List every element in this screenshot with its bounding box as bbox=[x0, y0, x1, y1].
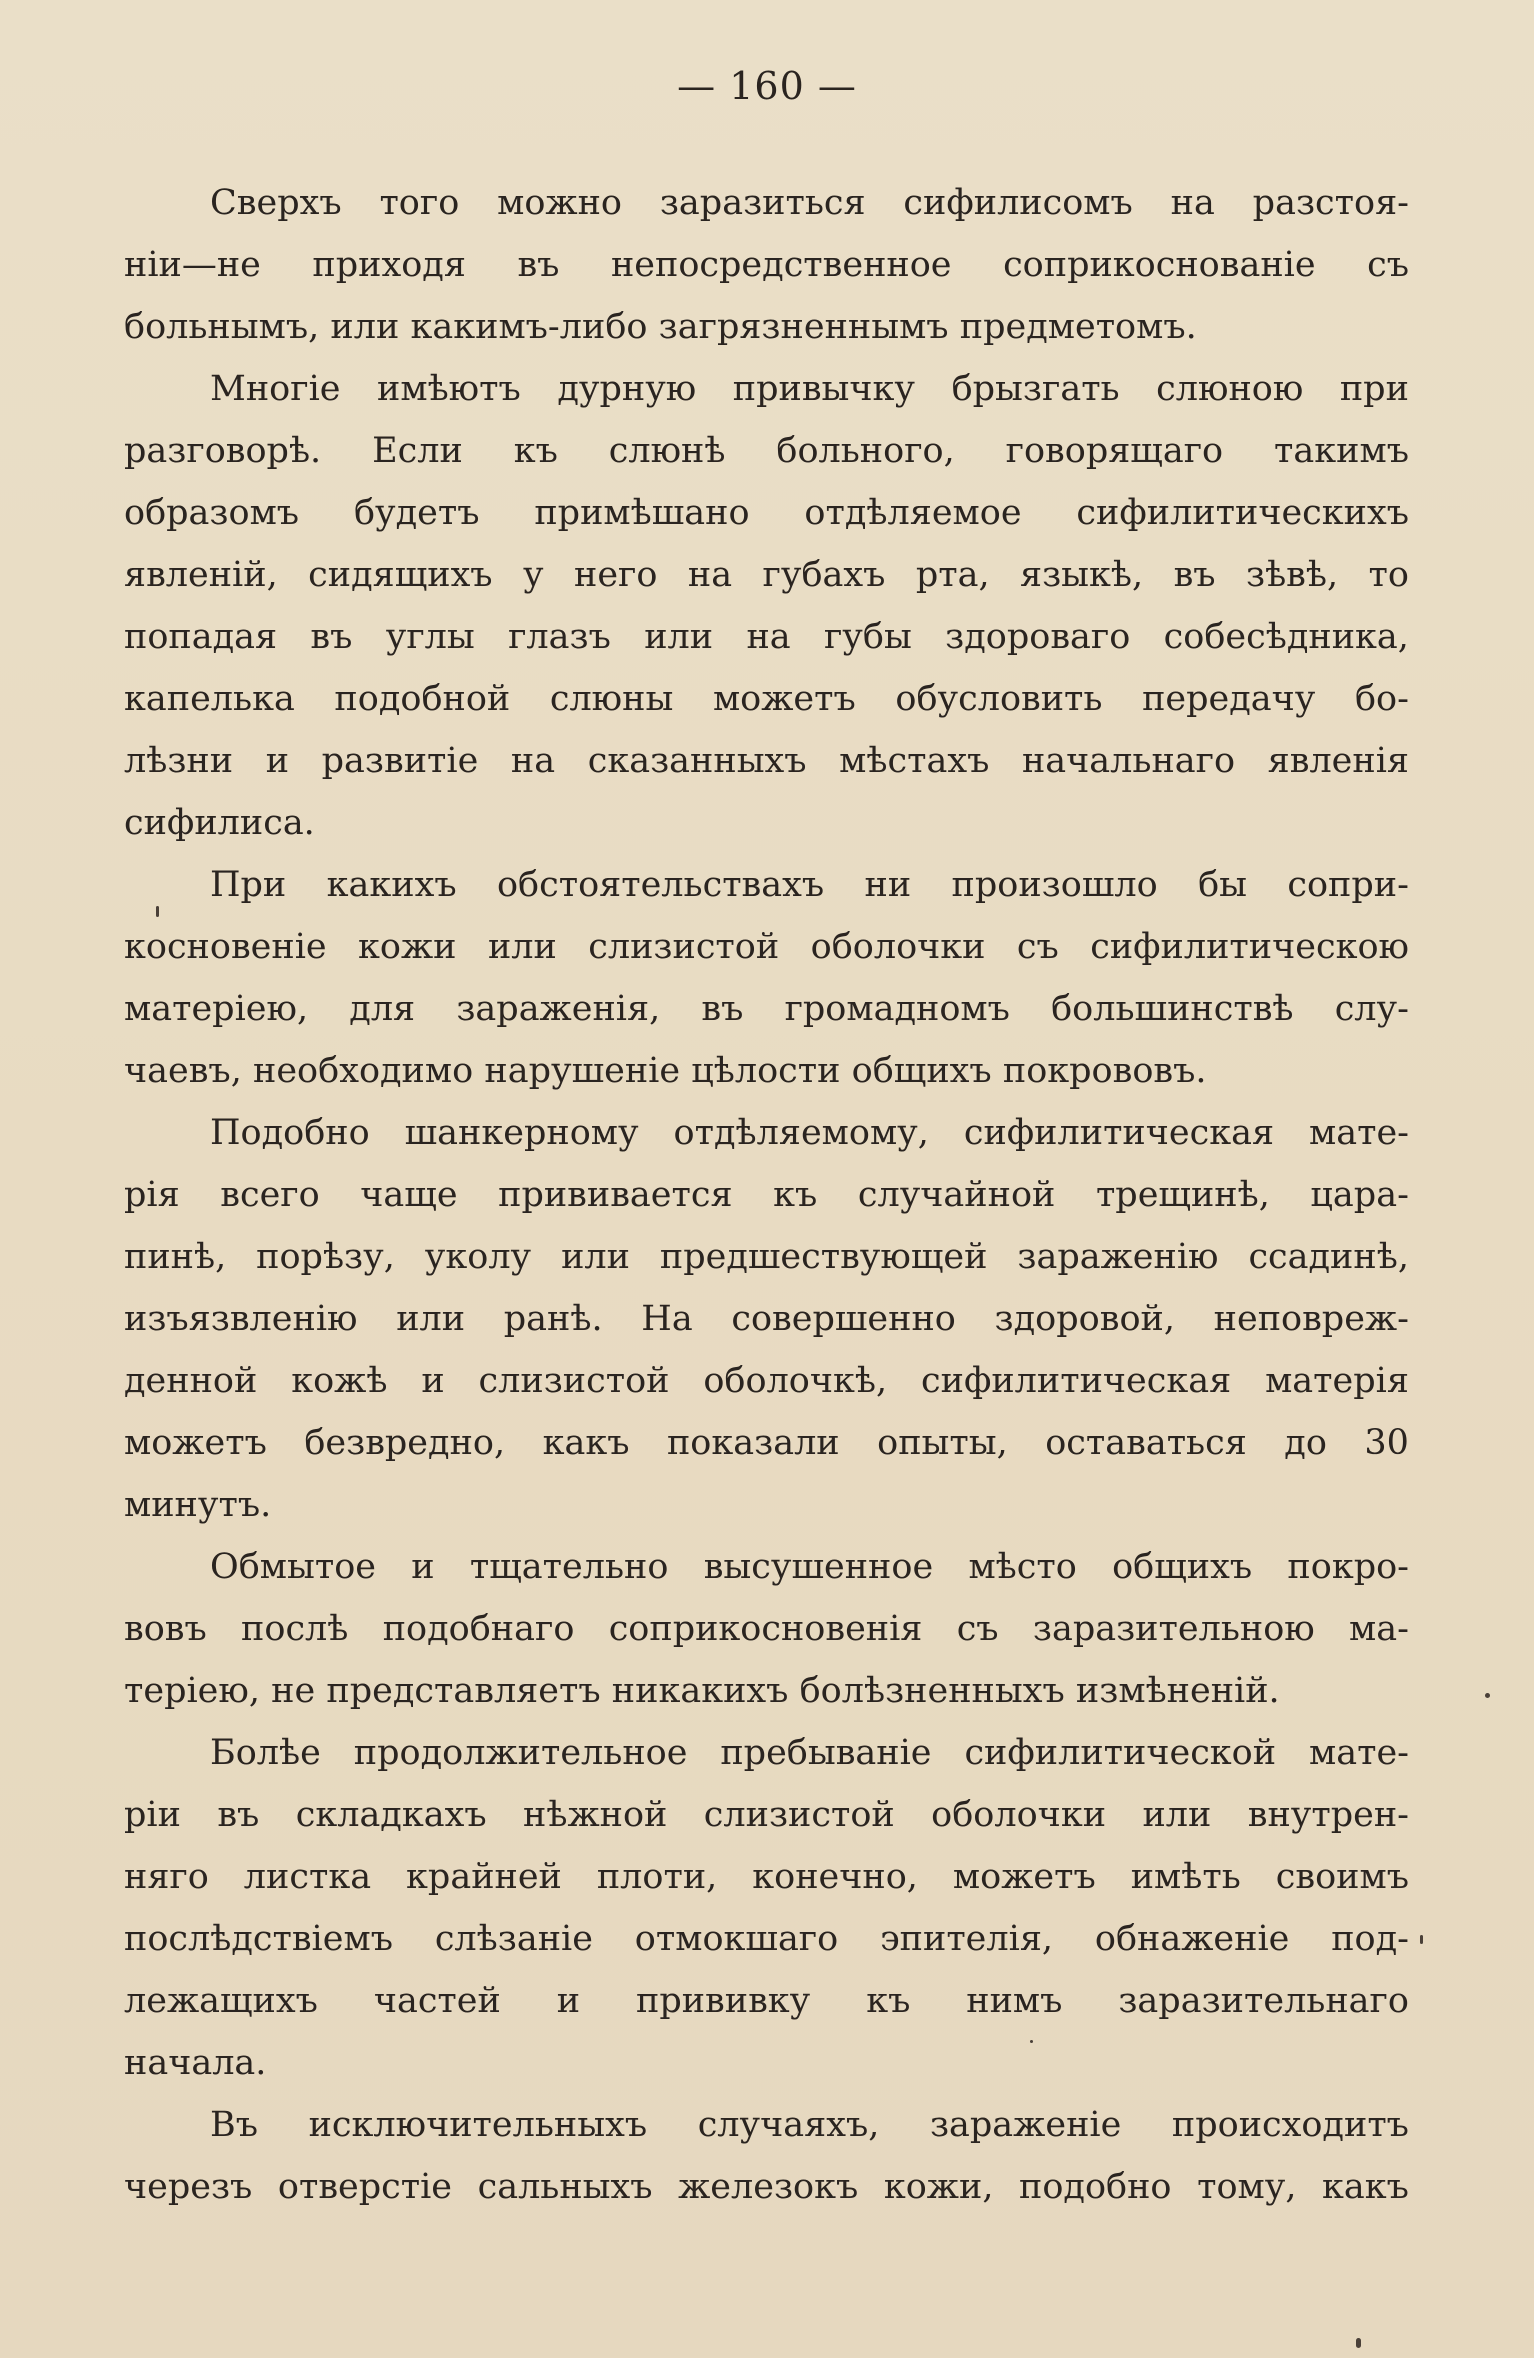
text-line bbox=[124, 234, 1409, 296]
word: можно bbox=[497, 183, 623, 223]
word: съ bbox=[956, 1609, 999, 1649]
text-line bbox=[124, 358, 1409, 420]
word: здоровой, bbox=[994, 1299, 1175, 1339]
word: подобнаго bbox=[382, 1609, 575, 1649]
word: сифилитическихъ bbox=[1076, 493, 1409, 533]
word: губахъ bbox=[762, 555, 886, 595]
word: подобно bbox=[1019, 2167, 1172, 2207]
word: приходя bbox=[312, 245, 466, 285]
word: происходитъ bbox=[1171, 2105, 1409, 2145]
word: нимъ bbox=[966, 1981, 1063, 2021]
word: глазъ bbox=[508, 617, 611, 657]
word: оболочки bbox=[810, 927, 986, 967]
word: совершенно bbox=[731, 1299, 956, 1339]
word: денной bbox=[124, 1361, 258, 1401]
word: минутъ. bbox=[124, 1485, 272, 1525]
word: будетъ bbox=[353, 493, 480, 533]
word: можетъ bbox=[712, 679, 856, 719]
scan-speck bbox=[1420, 1935, 1423, 1944]
word: предшествующей bbox=[659, 1237, 988, 1277]
word: кожѣ bbox=[291, 1361, 388, 1401]
text-line bbox=[124, 854, 1409, 916]
word: имѣютъ bbox=[377, 369, 521, 409]
word: бо- bbox=[1354, 679, 1409, 719]
word: сифилиса. bbox=[124, 803, 315, 843]
word: При bbox=[210, 865, 287, 905]
word: или bbox=[396, 1299, 466, 1339]
text-line bbox=[124, 668, 1409, 730]
word: плоти, bbox=[596, 1857, 718, 1897]
word: вовъ bbox=[124, 1609, 207, 1649]
word: тому, bbox=[1197, 2167, 1297, 2207]
word: или bbox=[330, 307, 400, 347]
word: Если bbox=[372, 431, 463, 471]
word: слюны bbox=[549, 679, 674, 719]
word: оболочкѣ, bbox=[703, 1361, 888, 1401]
word: разговорѣ. bbox=[124, 431, 322, 471]
word: бы bbox=[1198, 865, 1247, 905]
word: сифилитическая bbox=[963, 1113, 1275, 1153]
word: прививку bbox=[636, 1981, 811, 2021]
text-line bbox=[124, 1784, 1409, 1846]
word: можетъ bbox=[952, 1857, 1096, 1897]
word: на bbox=[1170, 183, 1215, 223]
word: и bbox=[265, 741, 290, 781]
word: примѣшано bbox=[534, 493, 750, 533]
word: такимъ bbox=[1274, 431, 1409, 471]
word: на bbox=[687, 555, 733, 595]
word: общихъ bbox=[1112, 1547, 1253, 1587]
word: слѣзаніе bbox=[434, 1919, 593, 1959]
word: лѣзни bbox=[124, 741, 234, 781]
word: ссадинѣ, bbox=[1248, 1237, 1409, 1277]
word: говорящаго bbox=[1005, 431, 1224, 471]
text-line bbox=[124, 1536, 1409, 1598]
text-line bbox=[124, 792, 1409, 854]
word: продолжительное bbox=[353, 1733, 688, 1773]
text-line bbox=[124, 1226, 1409, 1288]
word: сифилисомъ bbox=[903, 183, 1133, 223]
word: къ bbox=[866, 1981, 911, 2021]
word: чаще bbox=[360, 1175, 458, 1215]
word: железокъ bbox=[678, 2167, 859, 2207]
word: заразительнаго bbox=[1118, 1981, 1409, 2021]
text-line bbox=[124, 1660, 1409, 1722]
word: мѣстахъ bbox=[839, 741, 990, 781]
word: конечно, bbox=[752, 1857, 918, 1897]
text-line bbox=[124, 730, 1409, 792]
text-line bbox=[124, 1040, 1409, 1102]
word: болѣзненныхъ bbox=[799, 1671, 1065, 1711]
text-line bbox=[124, 1908, 1409, 1970]
word: исключительныхъ bbox=[308, 2105, 648, 2145]
word: зѣвѣ, bbox=[1245, 555, 1339, 595]
text-line bbox=[124, 1598, 1409, 1660]
word: под- bbox=[1331, 1919, 1409, 1959]
word: сидящихъ bbox=[308, 555, 493, 595]
word: при bbox=[1339, 369, 1409, 409]
word: изъязвленію bbox=[124, 1299, 358, 1339]
word: или bbox=[1142, 1795, 1212, 1835]
word: въ bbox=[517, 245, 560, 285]
word: слизистой bbox=[478, 1361, 670, 1401]
word: развитіе bbox=[321, 741, 479, 781]
word: попадая bbox=[124, 617, 278, 657]
word: или bbox=[644, 617, 714, 657]
word: Обмытое bbox=[210, 1547, 376, 1587]
word: и bbox=[556, 1981, 581, 2021]
page-number: — 160 — bbox=[677, 64, 857, 108]
word: нарушеніе bbox=[484, 1051, 681, 1091]
word: пребываніе bbox=[720, 1733, 932, 1773]
text-line bbox=[124, 2156, 1409, 2218]
word: ни bbox=[864, 865, 912, 905]
word: съ bbox=[1367, 245, 1409, 285]
word: мате- bbox=[1309, 1113, 1409, 1153]
word: и bbox=[421, 1361, 445, 1401]
word: для bbox=[349, 989, 416, 1029]
text-line bbox=[124, 1846, 1409, 1908]
scan-speck bbox=[156, 906, 159, 917]
word: отверстіе bbox=[277, 2167, 453, 2207]
word: собесѣдника, bbox=[1163, 617, 1409, 657]
text-line bbox=[124, 916, 1409, 978]
word: Многіе bbox=[210, 369, 341, 409]
word: передачу bbox=[1142, 679, 1316, 719]
word: зараженія, bbox=[456, 989, 661, 1029]
word: начала. bbox=[124, 2043, 267, 2083]
word: непосредственное bbox=[610, 245, 952, 285]
word: у bbox=[523, 555, 544, 595]
word: Сверхъ bbox=[210, 183, 342, 223]
text-line bbox=[124, 978, 1409, 1040]
text-line bbox=[124, 544, 1409, 606]
word: большинствѣ bbox=[1051, 989, 1294, 1029]
word: пинѣ, bbox=[124, 1237, 227, 1277]
text-line bbox=[124, 1102, 1409, 1164]
scan-speck bbox=[1485, 1693, 1490, 1698]
word: трещинѣ, bbox=[1095, 1175, 1270, 1215]
word: или bbox=[561, 1237, 630, 1277]
word: громадномъ bbox=[784, 989, 1010, 1029]
word: кожи bbox=[358, 927, 457, 967]
word: сифилитическою bbox=[1090, 927, 1409, 967]
text-line bbox=[124, 482, 1409, 544]
word: сказанныхъ bbox=[587, 741, 807, 781]
word: рта, bbox=[915, 555, 990, 595]
word: сифилитической bbox=[964, 1733, 1277, 1773]
word: него bbox=[574, 555, 658, 595]
word: черезъ bbox=[124, 2167, 253, 2207]
word: сифилитическая bbox=[921, 1361, 1232, 1401]
word: слу- bbox=[1334, 989, 1409, 1029]
word: 30 bbox=[1364, 1423, 1409, 1463]
word: обнаженіе bbox=[1094, 1919, 1290, 1959]
word: высушенное bbox=[703, 1547, 934, 1587]
word: въ bbox=[701, 989, 744, 1029]
word: больнымъ, bbox=[124, 307, 320, 347]
word: съ bbox=[1016, 927, 1059, 967]
word: зараженіе bbox=[929, 2105, 1122, 2145]
word: обстоятельствахъ bbox=[496, 865, 825, 905]
word: оставаться bbox=[1045, 1423, 1247, 1463]
word: зараженію bbox=[1017, 1237, 1219, 1277]
word: того bbox=[379, 183, 460, 223]
word: шанкерному bbox=[404, 1113, 639, 1153]
word: никакихъ bbox=[611, 1671, 789, 1711]
word: предметомъ. bbox=[959, 307, 1197, 347]
word: неповреж- bbox=[1213, 1299, 1409, 1339]
word: измѣненій. bbox=[1075, 1671, 1280, 1711]
word: няго bbox=[124, 1857, 209, 1897]
word: безвредно, bbox=[304, 1423, 506, 1463]
word: матерія bbox=[1265, 1361, 1409, 1401]
word: ріи bbox=[124, 1795, 181, 1835]
word: имѣть bbox=[1130, 1857, 1241, 1897]
word: углы bbox=[385, 617, 475, 657]
word: Болѣе bbox=[210, 1733, 321, 1773]
text-line bbox=[124, 2094, 1409, 2156]
word: отдѣляемое bbox=[804, 493, 1022, 533]
text-line bbox=[124, 296, 1409, 358]
word: мате- bbox=[1308, 1733, 1409, 1773]
word: сальныхъ bbox=[477, 2167, 653, 2207]
word: Въ bbox=[210, 2105, 258, 2145]
word: не bbox=[271, 1671, 316, 1711]
word: слизистой bbox=[588, 927, 780, 967]
text-line bbox=[124, 2032, 1409, 2094]
word: то bbox=[1368, 555, 1409, 595]
word: слюною bbox=[1156, 369, 1304, 409]
word: послѣдствіемъ bbox=[124, 1919, 393, 1959]
word: нѣжной bbox=[523, 1795, 668, 1835]
word: отмокшаго bbox=[634, 1919, 839, 1959]
word: и bbox=[411, 1547, 435, 1587]
word: явленій, bbox=[124, 555, 278, 595]
text-line bbox=[124, 172, 1409, 234]
word: цара- bbox=[1310, 1175, 1409, 1215]
text-line bbox=[124, 1288, 1409, 1350]
word: показали bbox=[666, 1423, 840, 1463]
word: покро- bbox=[1287, 1547, 1409, 1587]
word: лежащихъ bbox=[124, 1981, 318, 2021]
text-line bbox=[124, 420, 1409, 482]
word: всего bbox=[220, 1175, 320, 1215]
word: рія bbox=[124, 1175, 180, 1215]
word: тщательно bbox=[469, 1547, 669, 1587]
word: цѣлости bbox=[691, 1051, 841, 1091]
word: оболочки bbox=[931, 1795, 1107, 1835]
word: въ bbox=[217, 1795, 260, 1835]
word: въ bbox=[1173, 555, 1216, 595]
word: капелька bbox=[124, 679, 295, 719]
scan-speck bbox=[1356, 2338, 1361, 2348]
word: опыты, bbox=[877, 1423, 1008, 1463]
word: слизистой bbox=[703, 1795, 895, 1835]
word: къ bbox=[773, 1175, 818, 1215]
word: какимъ-либо bbox=[410, 307, 648, 347]
word: послѣ bbox=[241, 1609, 349, 1649]
word: представляетъ bbox=[326, 1671, 601, 1711]
word: до bbox=[1284, 1423, 1327, 1463]
word: или bbox=[487, 927, 557, 967]
word: общихъ bbox=[851, 1051, 992, 1091]
word: заразительною bbox=[1032, 1609, 1315, 1649]
word: уколу bbox=[424, 1237, 532, 1277]
word: случайной bbox=[857, 1175, 1056, 1215]
word: складкахъ bbox=[295, 1795, 487, 1835]
word: начальнаго bbox=[1021, 741, 1236, 781]
text-line bbox=[124, 1474, 1409, 1536]
word: слюнѣ bbox=[608, 431, 726, 471]
word: произошло bbox=[951, 865, 1158, 905]
word: образомъ bbox=[124, 493, 300, 533]
body-text bbox=[124, 172, 1409, 2218]
word: кожи, bbox=[883, 2167, 994, 2207]
word: заразиться bbox=[659, 183, 866, 223]
word: явленія bbox=[1267, 741, 1409, 781]
word: матеріею, bbox=[124, 989, 309, 1029]
word: случаяхъ, bbox=[697, 2105, 880, 2145]
word: отдѣляемому, bbox=[673, 1113, 929, 1153]
word: какъ bbox=[542, 1423, 630, 1463]
word: здороваго bbox=[945, 617, 1131, 657]
word: въ bbox=[310, 617, 353, 657]
word: ранѣ. bbox=[503, 1299, 603, 1339]
word: какихъ bbox=[326, 865, 457, 905]
word: подобной bbox=[334, 679, 511, 719]
word: крайней bbox=[406, 1857, 562, 1897]
word: частей bbox=[373, 1981, 501, 2021]
word: дурную bbox=[557, 369, 697, 409]
word: больного, bbox=[776, 431, 955, 471]
word: На bbox=[641, 1299, 693, 1339]
word: эпителія, bbox=[880, 1919, 1054, 1959]
word: обусловить bbox=[895, 679, 1103, 719]
word: листка bbox=[243, 1857, 372, 1897]
word: покрововъ. bbox=[1002, 1051, 1207, 1091]
word: загрязненнымъ bbox=[658, 307, 949, 347]
word: языкѣ, bbox=[1020, 555, 1144, 595]
word: брызгать bbox=[951, 369, 1120, 409]
word: чаевъ, bbox=[124, 1051, 242, 1091]
text-line bbox=[124, 1722, 1409, 1784]
word: можетъ bbox=[124, 1423, 267, 1463]
word: необходимо bbox=[253, 1051, 474, 1091]
word: сопри- bbox=[1287, 865, 1409, 905]
text-line bbox=[124, 1350, 1409, 1412]
text-line bbox=[124, 1412, 1409, 1474]
word: на bbox=[510, 741, 556, 781]
word: ніи—не bbox=[124, 245, 261, 285]
word: своимъ bbox=[1275, 1857, 1409, 1897]
scan-speck bbox=[1030, 2040, 1033, 2043]
word: внутрен- bbox=[1247, 1795, 1409, 1835]
word: соприкосновaніе bbox=[1003, 245, 1316, 285]
word: на bbox=[746, 617, 791, 657]
word: мѣсто bbox=[968, 1547, 1077, 1587]
word: теріею, bbox=[124, 1671, 260, 1711]
word: разстоя- bbox=[1252, 183, 1409, 223]
text-line bbox=[124, 606, 1409, 668]
text-line bbox=[124, 1164, 1409, 1226]
word: привычку bbox=[732, 369, 916, 409]
word: къ bbox=[513, 431, 558, 471]
word: губы bbox=[823, 617, 912, 657]
word: прививается bbox=[498, 1175, 733, 1215]
word: ма- bbox=[1349, 1609, 1409, 1649]
word: порѣзу, bbox=[256, 1237, 395, 1277]
word: соприкосновенія bbox=[608, 1609, 923, 1649]
text-line bbox=[124, 1970, 1409, 2032]
word: косновеніе bbox=[124, 927, 327, 967]
word: какъ bbox=[1322, 2167, 1409, 2207]
word: Подобно bbox=[210, 1113, 370, 1153]
